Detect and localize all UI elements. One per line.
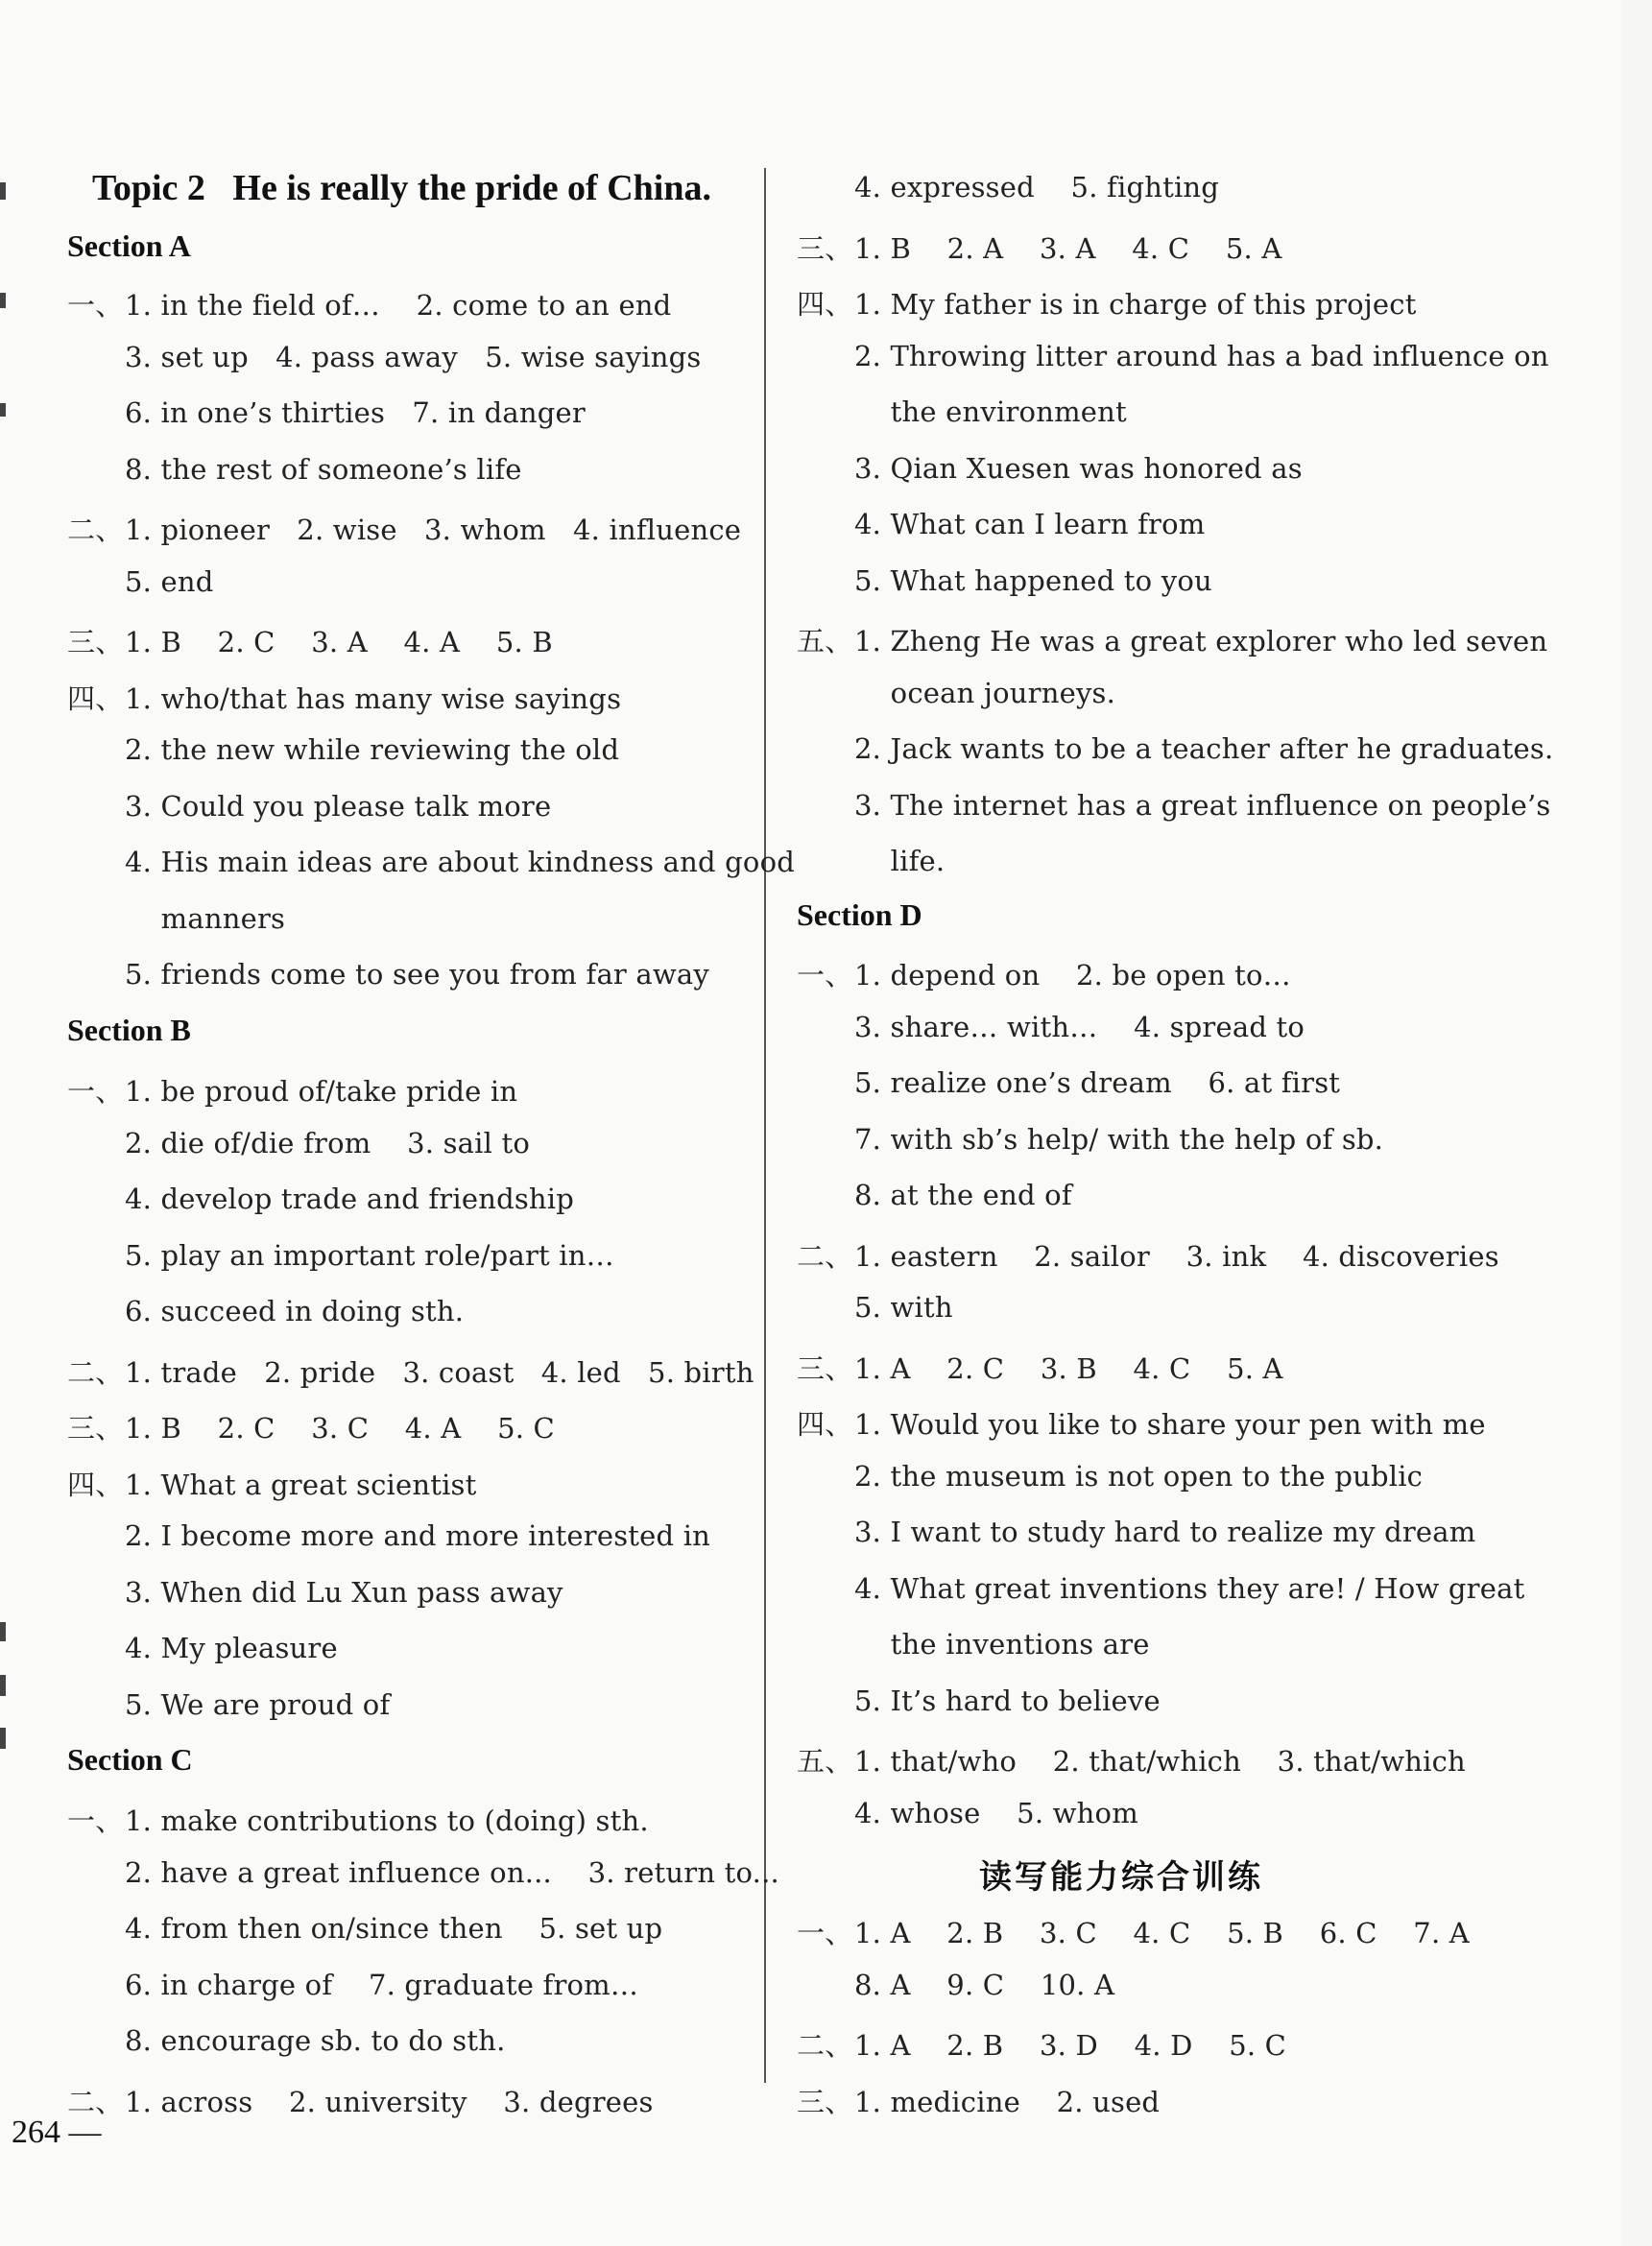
answer-line	[67, 1856, 779, 1889]
answer-text: 5. We are proud of	[125, 1687, 391, 1721]
answer-text: 1. A 2. C 3. B 4. C 5. A	[854, 1351, 1283, 1385]
answer-line	[67, 790, 551, 823]
answer-line	[67, 621, 553, 660]
answer-line	[797, 1235, 1499, 1275]
answer-text: 6. in one’s thirties 7. in danger	[125, 396, 586, 429]
answer-text: manners	[125, 901, 286, 935]
answer-line	[797, 2081, 1160, 2120]
answer-text: 5. play an important role/part in…	[125, 1238, 614, 1272]
answer-line	[67, 1183, 574, 1215]
answer-line	[797, 1628, 1150, 1661]
answer-text: 1. pioneer 2. wise 3. whom 4. influence	[125, 514, 742, 546]
answer-line	[67, 284, 671, 323]
answer-text: 2. the new while reviewing the old	[125, 733, 620, 766]
section-d-heading: Section D	[797, 897, 922, 932]
answer-line	[67, 565, 214, 598]
answer-line	[797, 677, 1115, 709]
question-group-marker: 四、	[797, 288, 853, 321]
question-group-marker: 三、	[797, 2085, 853, 2118]
answer-line	[797, 283, 1417, 323]
answer-line	[67, 1070, 517, 1110]
answer-line	[797, 1011, 1305, 1043]
answer-text: 3. Qian Xuesen was honored as	[854, 451, 1303, 485]
answer-text: 6. succeed in doing sth.	[125, 1295, 465, 1327]
answer-line	[797, 845, 945, 877]
answer-text: 2. have a great influence on... 3. return to...	[125, 1855, 779, 1889]
answer-line	[67, 1576, 563, 1609]
question-group-marker: 三、	[67, 626, 124, 658]
answer-text: 1. medicine 2. used	[854, 2085, 1161, 2118]
question-group-marker: 二、	[797, 1239, 853, 1273]
answer-text: 2. die of/die from 3. sail to	[125, 1126, 531, 1159]
answer-text: 1. Would you like to share your pen with me	[854, 1408, 1486, 1441]
answer-text: 1. across 2. university 3. degrees	[125, 2085, 654, 2118]
answer-text: 8. the rest of someone’s life	[125, 452, 522, 486]
answer-line	[797, 171, 1219, 203]
answer-text: 3. Could you please talk more	[125, 789, 552, 823]
answer-text: 1. B 2. C 3. C 4. A 5. C	[125, 1412, 555, 1445]
answer-text: 4. from then on/since then 5. set up	[125, 1912, 663, 1945]
answer-text: the environment	[854, 395, 1127, 428]
answer-line	[797, 789, 1551, 822]
question-group-marker: 三、	[67, 1412, 124, 1445]
section-a-heading: Section A	[67, 228, 191, 263]
answer-text: 1. be proud of/take pride in	[125, 1075, 518, 1108]
answer-line	[67, 678, 621, 717]
answer-line	[67, 1912, 662, 1945]
answer-text: 3. set up 4. pass away 5. wise sayings	[125, 340, 702, 373]
answer-text: 1. Zheng He was a great explorer who led seven	[854, 625, 1548, 657]
answer-line	[67, 1688, 390, 1721]
answer-text: 1. who/that has many wise sayings	[125, 681, 622, 715]
answer-text: 7. with sb’s help/ with the help of sb.	[854, 1122, 1384, 1156]
answer-line	[67, 509, 741, 548]
answer-text: 1. in the field of… 2. come to an end	[125, 289, 672, 322]
answer-line	[67, 1464, 477, 1503]
question-group-marker: 一、	[67, 1075, 124, 1108]
answer-line	[67, 1239, 614, 1272]
answer-line	[67, 341, 701, 373]
answer-line	[797, 1516, 1475, 1548]
answer-text: 8. at the end of	[854, 1179, 1072, 1211]
answer-text: 4. expressed 5. fighting	[854, 171, 1220, 203]
answer-line	[797, 1740, 1466, 1780]
answer-line	[67, 1295, 464, 1327]
answer-text: 2. the museum is not open to the public	[854, 1459, 1424, 1493]
answer-text: 5. realize one’s dream 6. at first	[854, 1066, 1341, 1099]
answer-text: 1. A 2. B 3. C 4. C 5. B 6. C 7. A	[854, 1917, 1470, 1949]
answer-line	[67, 1800, 649, 1839]
answer-text: 1. A 2. B 3. D 4. D 5. C	[854, 2029, 1287, 2062]
answer-text: 1. eastern 2. sailor 3. ink 4. discoveries	[854, 1239, 1499, 1273]
answer-line	[797, 340, 1549, 372]
answer-line	[797, 1572, 1524, 1605]
answer-text: 1. trade 2. pride 3. coast 4. led 5. birth	[125, 1355, 754, 1389]
answer-line	[67, 396, 586, 429]
question-group-marker: 三、	[797, 1351, 853, 1385]
answer-text: 5. What happened to you	[854, 563, 1212, 597]
question-group-marker: 一、	[67, 289, 124, 322]
answer-text: 8. A 9. C 10. A	[854, 1968, 1115, 2001]
question-group-marker: 一、	[797, 959, 853, 992]
page-number: 264 —	[12, 2115, 102, 2150]
section-b-heading: Section B	[67, 1013, 191, 1047]
answer-text: 5. It’s hard to believe	[854, 1684, 1161, 1717]
answer-text: 2. Jack wants to be a teacher after he graduates.	[854, 732, 1554, 765]
answer-line	[797, 452, 1303, 485]
answer-line	[67, 1519, 710, 1552]
scan-edge-mark	[0, 293, 6, 308]
answer-line	[797, 1797, 1138, 1829]
question-group-marker: 一、	[67, 1804, 124, 1837]
answer-text: 3. share… with… 4. spread to	[854, 1010, 1305, 1043]
answer-text: 1. B 2. A 3. A 4. C 5. A	[854, 231, 1282, 265]
answer-line	[67, 1127, 530, 1159]
answer-text: 5. with	[854, 1291, 953, 1324]
answer-line	[797, 2024, 1286, 2064]
answer-line	[797, 732, 1553, 765]
answer-line	[67, 2024, 506, 2057]
question-group-marker: 五、	[797, 1745, 853, 1778]
scan-edge-mark	[0, 403, 6, 417]
answer-text: ocean journeys.	[854, 676, 1116, 709]
section-c-heading: Section C	[67, 1742, 193, 1777]
answer-line	[797, 1179, 1072, 1211]
answer-text: 4. His main ideas are about kindness and good	[125, 846, 796, 878]
answer-line	[797, 1912, 1470, 1951]
topic-title: Topic 2 He is really the pride of China.	[92, 168, 711, 208]
answer-line	[67, 1351, 754, 1391]
answer-text: 5. end	[125, 564, 214, 598]
answer-line	[797, 564, 1212, 597]
answer-line	[67, 846, 795, 878]
answer-line	[797, 1403, 1486, 1443]
question-group-marker: 四、	[67, 681, 124, 715]
question-group-marker: 二、	[797, 2029, 853, 2062]
question-group-marker: 五、	[797, 625, 853, 657]
answer-line	[797, 227, 1281, 267]
answer-line	[797, 1066, 1340, 1099]
answer-text: 2. Throwing litter around has a bad influence on	[854, 339, 1549, 372]
answer-text: 4. whose 5. whom	[854, 1796, 1138, 1829]
answer-text: 2. I become more and more interested in	[125, 1519, 711, 1552]
answer-text: 4. My pleasure	[125, 1632, 338, 1664]
answer-line	[797, 1123, 1383, 1156]
answer-text: 1. make contributions to (doing) sth.	[125, 1804, 649, 1837]
answer-text: the inventions are	[854, 1628, 1150, 1661]
answer-line	[67, 1407, 555, 1446]
answer-line	[67, 1969, 638, 2001]
answer-text: 1. depend on 2. be open to…	[854, 959, 1291, 992]
answer-line	[797, 1460, 1423, 1493]
answer-text: 5. friends come to see you from far away	[125, 958, 709, 991]
question-group-marker: 二、	[67, 2085, 124, 2118]
answer-line	[797, 620, 1547, 659]
answer-line	[67, 733, 619, 766]
answer-text: 3. When did Lu Xun pass away	[125, 1575, 563, 1609]
answer-text: life.	[854, 845, 946, 877]
answer-line	[797, 1291, 953, 1324]
answer-text: 3. The internet has a great influence on people’s	[854, 788, 1551, 822]
question-group-marker: 四、	[67, 1468, 124, 1501]
reading-writing-heading: 读写能力综合训练	[979, 1858, 1263, 1897]
answer-line	[67, 2081, 654, 2120]
scan-edge-mark	[0, 1622, 6, 1641]
answer-line	[67, 1632, 338, 1664]
answer-text: 1. that/who 2. that/which 3. that/which	[854, 1745, 1466, 1778]
answer-line	[67, 958, 709, 991]
question-group-marker: 二、	[67, 514, 124, 546]
scan-edge-mark	[0, 182, 6, 200]
answer-line	[797, 1969, 1114, 2001]
answer-line	[797, 1348, 1283, 1387]
question-group-marker: 一、	[797, 1917, 853, 1949]
answer-line	[797, 954, 1291, 993]
answer-text: 4. What can I learn from	[854, 508, 1206, 540]
answer-text: 1. My father is in charge of this project	[854, 288, 1417, 321]
scan-edge-mark	[0, 1728, 6, 1749]
column-divider	[764, 168, 766, 2083]
answer-text: 1. What a great scientist	[125, 1468, 477, 1501]
answer-line	[67, 902, 285, 935]
answer-line	[67, 453, 522, 486]
answer-text: 3. I want to study hard to realize my dream	[854, 1516, 1476, 1548]
question-group-marker: 四、	[797, 1408, 853, 1441]
answer-line	[797, 508, 1205, 540]
answer-line	[797, 395, 1127, 428]
answer-text: 6. in charge of 7. graduate from…	[125, 1968, 639, 2001]
answer-text: 4. What great inventions they are! / How great	[854, 1571, 1525, 1605]
answer-text: 4. develop trade and friendship	[125, 1183, 575, 1215]
answer-text: 8. encourage sb. to do sth.	[125, 2024, 506, 2057]
question-group-marker: 二、	[67, 1355, 124, 1389]
question-group-marker: 三、	[797, 231, 853, 265]
scan-edge-mark	[0, 1675, 6, 1696]
answer-line	[797, 1684, 1161, 1717]
answer-text: 1. B 2. C 3. A 4. A 5. B	[125, 626, 553, 658]
